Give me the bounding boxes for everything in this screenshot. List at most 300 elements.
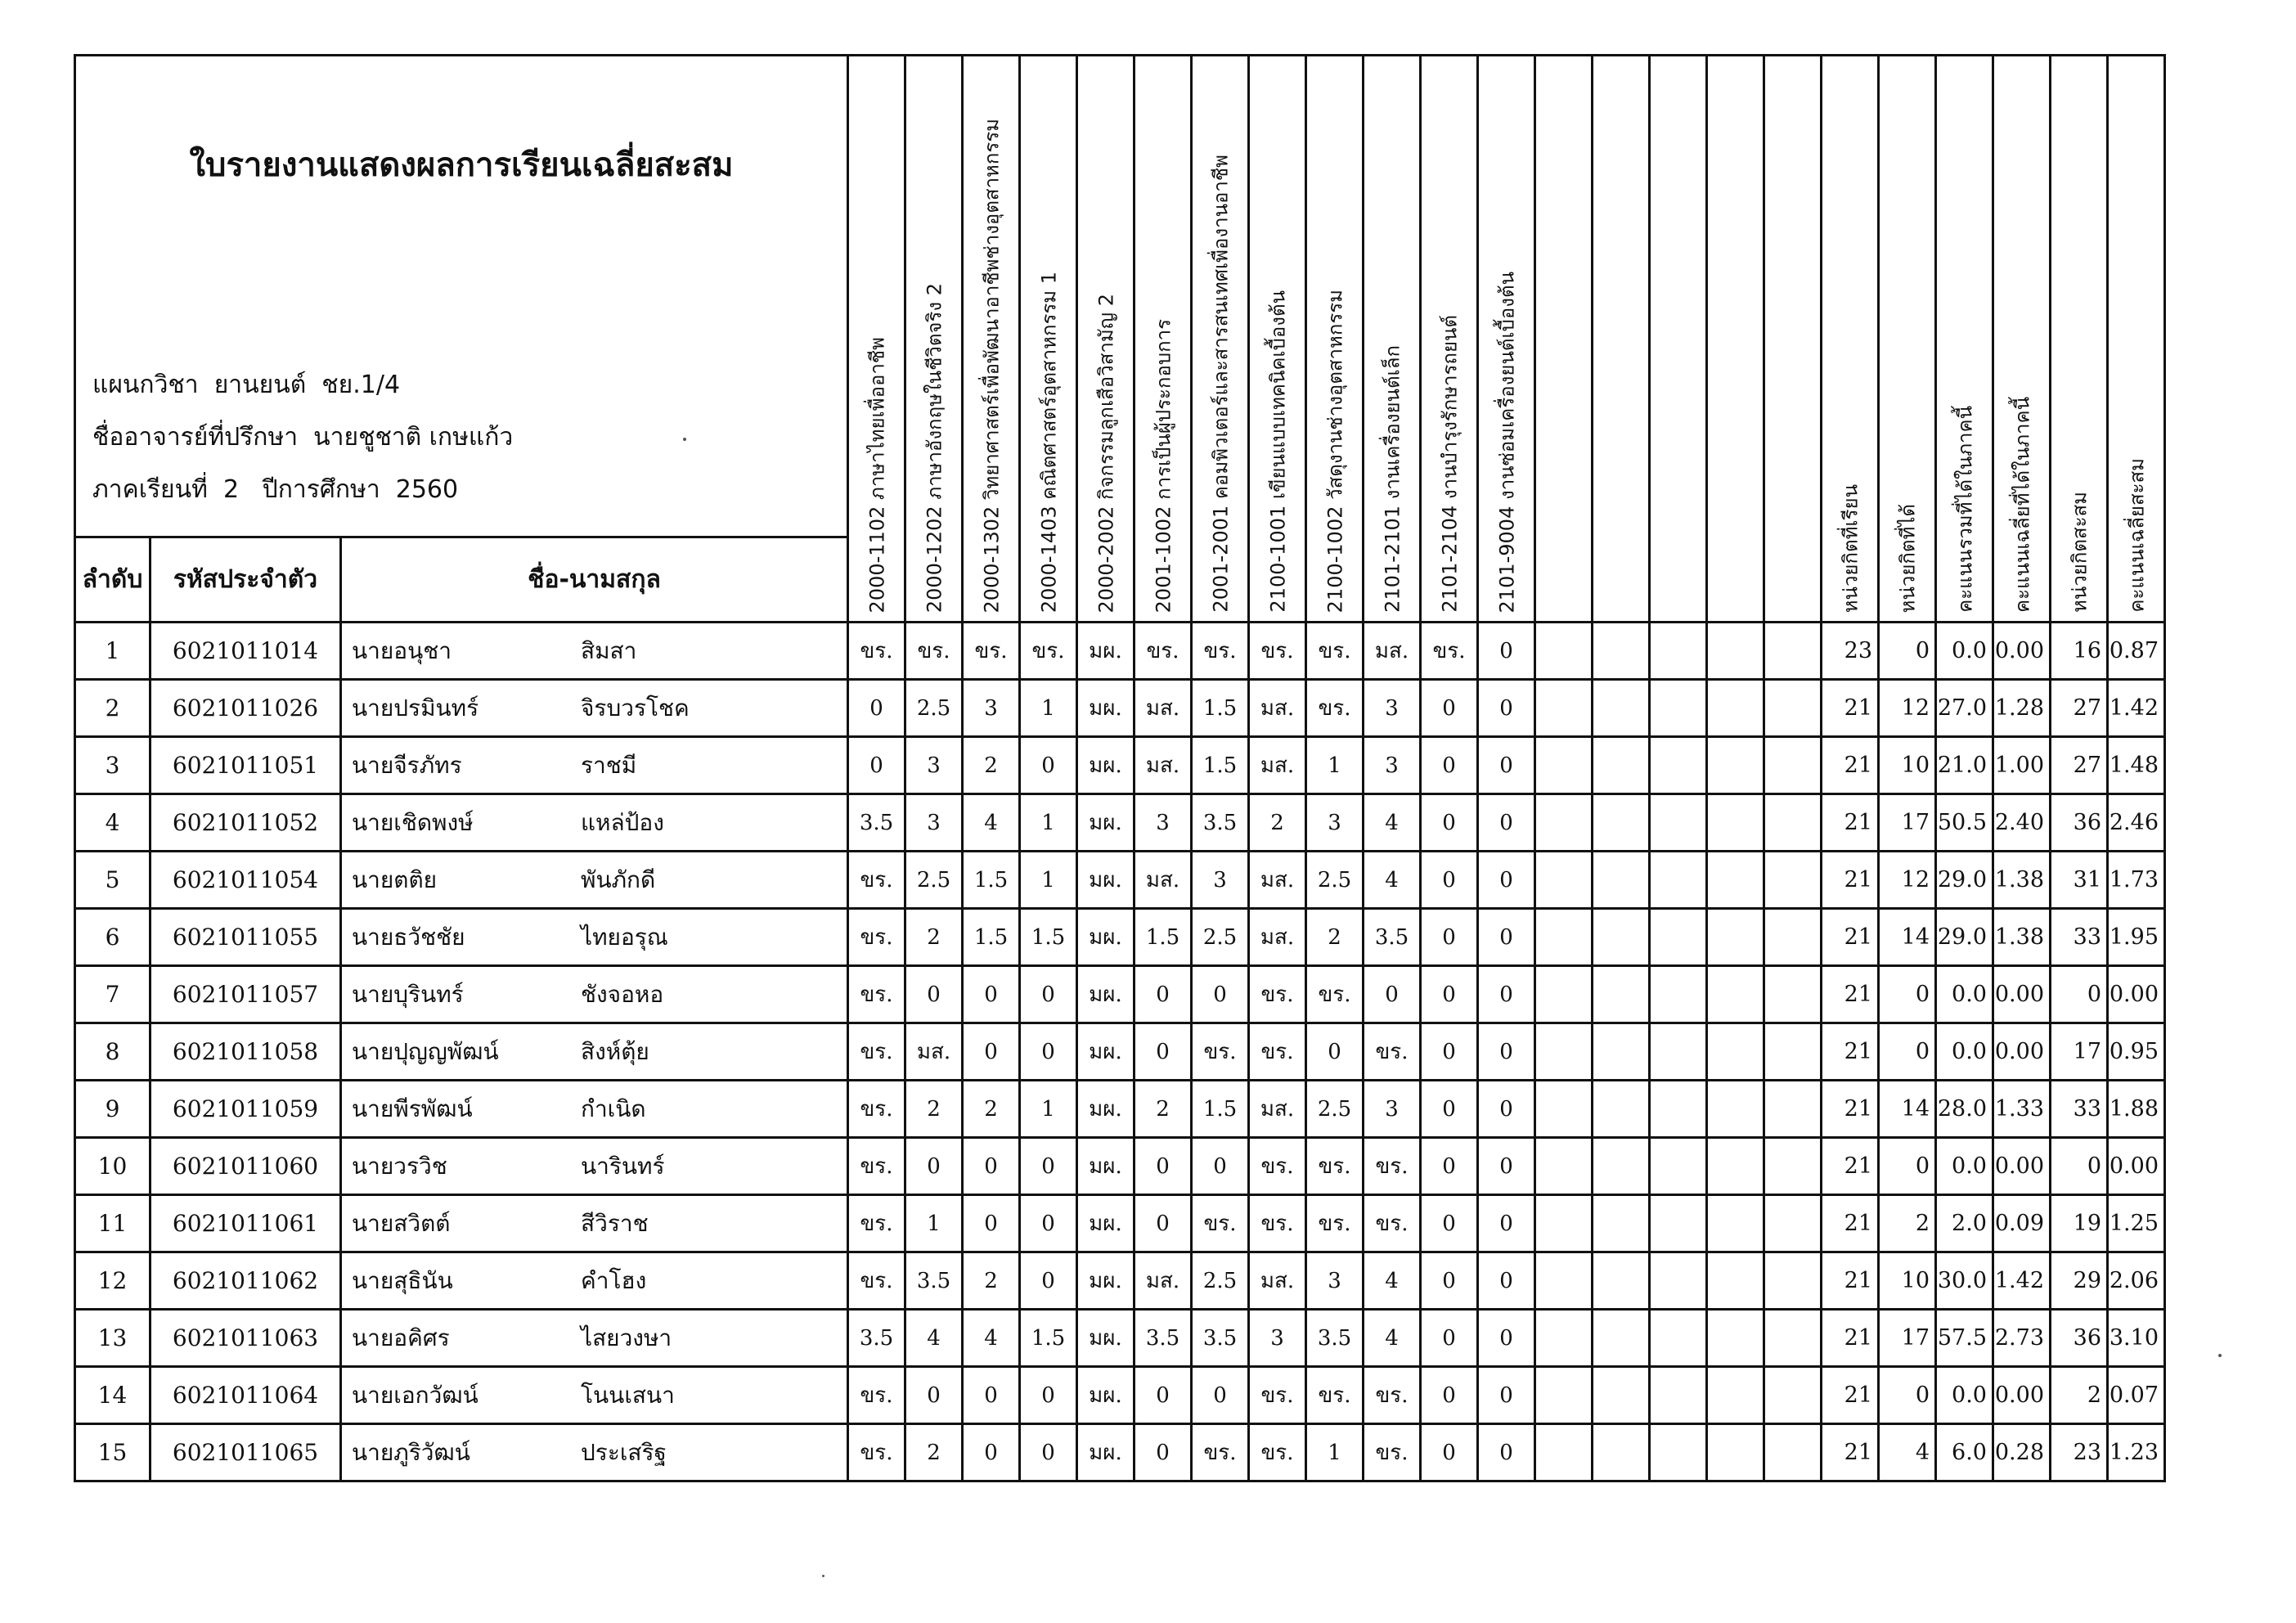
grade-cell: 3.5 bbox=[848, 794, 905, 852]
grade-cell: 0 bbox=[1020, 1252, 1077, 1310]
student-name bbox=[341, 966, 848, 1023]
grade-cell: 1 bbox=[1020, 794, 1077, 852]
summary-cell: 27.0 bbox=[1936, 680, 1993, 737]
grade-cell: 0 bbox=[1421, 680, 1478, 737]
summary-cell: 12 bbox=[1879, 680, 1936, 737]
summary-cell: 0 bbox=[2051, 1138, 2108, 1195]
semester-line: ภาคเรียนที่ 2 ปีการศึกษา 2560 bbox=[92, 475, 459, 504]
grade-cell: 0 bbox=[1306, 1023, 1364, 1081]
grade-cell bbox=[1593, 852, 1650, 909]
student-id: 6021011063 bbox=[151, 1310, 341, 1367]
grade-cell bbox=[1535, 909, 1593, 966]
grade-cell: ขร. bbox=[905, 623, 963, 680]
grade-cell bbox=[1650, 1252, 1707, 1310]
report-info-lines bbox=[92, 359, 513, 516]
grade-cell: 3 bbox=[963, 680, 1020, 737]
grade-cell: 0 bbox=[1135, 1195, 1192, 1252]
grade-cell bbox=[1650, 737, 1707, 794]
grade-cell: มส. bbox=[1135, 1252, 1192, 1310]
grade-cell: 0 bbox=[1478, 1310, 1535, 1367]
grade-cell: มส. bbox=[1135, 852, 1192, 909]
report-info-panel bbox=[75, 56, 848, 537]
grade-cell: ขร. bbox=[848, 1138, 905, 1195]
first-name: นายสวิตต์ bbox=[352, 1209, 451, 1237]
table-row bbox=[75, 1424, 2165, 1481]
row-number: 12 bbox=[75, 1252, 151, 1310]
department-line: แผนกวิชา ยานยนต์ ชย.1/4 bbox=[92, 371, 401, 399]
summary-cell: 1.73 bbox=[2108, 852, 2165, 909]
grade-cell: 0 bbox=[1478, 1195, 1535, 1252]
grade-cell: 0 bbox=[848, 737, 905, 794]
row-number: 4 bbox=[75, 794, 151, 852]
last-name: โนนเสนา bbox=[581, 1381, 675, 1409]
row-number: 11 bbox=[75, 1195, 151, 1252]
grade-cell: มผ. bbox=[1077, 794, 1135, 852]
column-header-subject bbox=[1077, 56, 1135, 623]
column-header-subject bbox=[1478, 56, 1535, 623]
grade-cell bbox=[1535, 1252, 1593, 1310]
last-name: แหล่ป้อง bbox=[581, 808, 664, 836]
summary-cell: 3.10 bbox=[2108, 1310, 2165, 1367]
grade-cell: 0 bbox=[1478, 966, 1535, 1023]
student-name bbox=[341, 1138, 848, 1195]
summary-cell: 30.0 bbox=[1936, 1252, 1993, 1310]
grade-cell: ขร. bbox=[848, 1367, 905, 1424]
grade-cell: 0 bbox=[1020, 1367, 1077, 1424]
grade-cell: 2 bbox=[963, 737, 1020, 794]
grade-cell: 2.5 bbox=[905, 852, 963, 909]
summary-cell: 21 bbox=[1822, 966, 1879, 1023]
report-title: ใบรายงานแสดงผลการเรียนเฉลี่ยสะสม bbox=[189, 146, 734, 184]
summary-cell: 0 bbox=[1879, 966, 1936, 1023]
grade-cell: 3.5 bbox=[848, 1310, 905, 1367]
summary-cell: 0.00 bbox=[1993, 966, 2051, 1023]
grade-cell: 0 bbox=[1421, 1195, 1478, 1252]
column-header-subject bbox=[1192, 56, 1249, 623]
grade-cell: ขร. bbox=[963, 623, 1020, 680]
grade-cell bbox=[1764, 909, 1822, 966]
grade-cell: 3 bbox=[905, 794, 963, 852]
column-header-subject-label: 2000-1102 ภาษาไทยเพื่ออาชีพ bbox=[865, 336, 888, 613]
grade-cell bbox=[1707, 966, 1764, 1023]
grade-cell bbox=[1593, 794, 1650, 852]
grade-cell: 3 bbox=[905, 737, 963, 794]
column-header-subject bbox=[1249, 56, 1306, 623]
grade-cell: ขร. bbox=[1364, 1138, 1421, 1195]
summary-cell: 21 bbox=[1822, 909, 1879, 966]
student-name bbox=[341, 1081, 848, 1138]
table-row bbox=[75, 1023, 2165, 1081]
last-name: นารินทร์ bbox=[581, 1152, 665, 1180]
last-name: คำโฮง bbox=[581, 1266, 647, 1294]
summary-cell: 1.00 bbox=[1993, 737, 2051, 794]
grade-cell: ขร. bbox=[848, 852, 905, 909]
grade-cell bbox=[1535, 1138, 1593, 1195]
grade-cell bbox=[1707, 737, 1764, 794]
grade-cell: มส. bbox=[1249, 852, 1306, 909]
summary-cell: 0.00 bbox=[1993, 1023, 2051, 1081]
grade-cell bbox=[1707, 852, 1764, 909]
table-row bbox=[75, 852, 2165, 909]
column-header-subject-label: 2000-1202 ภาษาอังกฤษในชีวิตจริง 2 bbox=[923, 282, 946, 613]
summary-cell: 27 bbox=[2051, 680, 2108, 737]
column-header-summary-label: หน่วยกิตสะสม bbox=[2068, 492, 2091, 613]
first-name: นายวรวิช bbox=[352, 1152, 447, 1180]
grade-cell: 0 bbox=[963, 1138, 1020, 1195]
summary-cell: 23 bbox=[1822, 623, 1879, 680]
grade-cell bbox=[1707, 1023, 1764, 1081]
summary-cell: 21 bbox=[1822, 1424, 1879, 1481]
column-header-subject bbox=[848, 56, 905, 623]
grade-cell: 0 bbox=[1421, 794, 1478, 852]
grade-cell: 2 bbox=[963, 1081, 1020, 1138]
summary-cell: 0.0 bbox=[1936, 1023, 1993, 1081]
grade-cell bbox=[1707, 1138, 1764, 1195]
grade-cell bbox=[1535, 623, 1593, 680]
first-name: นายเชิดพงษ์ bbox=[352, 808, 474, 836]
summary-cell: 2 bbox=[2051, 1367, 2108, 1424]
summary-cell: 2.46 bbox=[2108, 794, 2165, 852]
summary-cell: 29.0 bbox=[1936, 852, 1993, 909]
row-number: 5 bbox=[75, 852, 151, 909]
grade-cell bbox=[1764, 1252, 1822, 1310]
grade-cell: มผ. bbox=[1077, 1138, 1135, 1195]
summary-cell: 0 bbox=[1879, 1138, 1936, 1195]
row-number: 10 bbox=[75, 1138, 151, 1195]
student-id: 6021011060 bbox=[151, 1138, 341, 1195]
column-header-summary-label: คะแนนเฉลี่ยที่ได้ในภาคนี้ bbox=[2011, 397, 2033, 613]
grade-cell: มส. bbox=[1249, 1252, 1306, 1310]
grade-cell: มผ. bbox=[1077, 1023, 1135, 1081]
summary-cell: 0.00 bbox=[2108, 966, 2165, 1023]
grade-cell bbox=[1764, 1310, 1822, 1367]
first-name: นายปุญญพัฒน์ bbox=[352, 1037, 499, 1065]
grade-cell: มส. bbox=[1135, 737, 1192, 794]
summary-cell: 1.28 bbox=[1993, 680, 2051, 737]
summary-cell: 21 bbox=[1822, 1252, 1879, 1310]
grade-cell: มส. bbox=[1249, 680, 1306, 737]
grade-report-table bbox=[74, 54, 2166, 1482]
table-row bbox=[75, 1252, 2165, 1310]
summary-cell: 2.06 bbox=[2108, 1252, 2165, 1310]
grade-cell: 3 bbox=[1364, 737, 1421, 794]
first-name: นายปรมินทร์ bbox=[352, 694, 479, 722]
grade-cell: 2 bbox=[905, 909, 963, 966]
column-header-summary bbox=[1993, 56, 2051, 623]
table-row bbox=[75, 1081, 2165, 1138]
grade-cell bbox=[1593, 623, 1650, 680]
student-name bbox=[341, 1252, 848, 1310]
grade-cell: 3.5 bbox=[1364, 909, 1421, 966]
grade-cell: มผ. bbox=[1077, 909, 1135, 966]
summary-cell: 21 bbox=[1822, 1081, 1879, 1138]
grade-cell: 0 bbox=[1421, 737, 1478, 794]
grade-cell: ขร. bbox=[1306, 680, 1364, 737]
column-header-subject bbox=[1306, 56, 1364, 623]
summary-cell: 50.5 bbox=[1936, 794, 1993, 852]
grade-cell: 1 bbox=[1306, 737, 1364, 794]
grade-cell: 0 bbox=[963, 1195, 1020, 1252]
grade-cell: 1 bbox=[1306, 1424, 1364, 1481]
grade-cell: ขร. bbox=[1249, 623, 1306, 680]
row-number: 7 bbox=[75, 966, 151, 1023]
grade-cell: ขร. bbox=[1306, 623, 1364, 680]
column-header-summary-label: คะแนนรวมที่ได้ในภาคนี้ bbox=[1953, 406, 1976, 613]
grade-cell: 0 bbox=[1421, 909, 1478, 966]
summary-cell: 21 bbox=[1822, 1195, 1879, 1252]
student-name bbox=[341, 794, 848, 852]
grade-cell: 2 bbox=[905, 1424, 963, 1481]
summary-cell: 12 bbox=[1879, 852, 1936, 909]
first-name: นายตติย bbox=[352, 865, 438, 893]
column-header-summary-label: คะแนนเฉลี่ยสะสม bbox=[2125, 458, 2148, 613]
advisor-line: ชื่ออาจารย์ที่ปรึกษา นายชูชาติ เกษแก้ว bbox=[92, 423, 514, 452]
grade-cell: ขร. bbox=[1135, 623, 1192, 680]
summary-cell: 33 bbox=[2051, 909, 2108, 966]
grade-cell: มส. bbox=[1249, 737, 1306, 794]
summary-cell: 0.0 bbox=[1936, 623, 1993, 680]
grade-cell bbox=[1764, 1424, 1822, 1481]
column-header-subject bbox=[1135, 56, 1192, 623]
grade-cell: ขร. bbox=[848, 966, 905, 1023]
grade-cell bbox=[1650, 852, 1707, 909]
student-name bbox=[341, 737, 848, 794]
grade-cell: 0 bbox=[1478, 623, 1535, 680]
student-id: 6021011058 bbox=[151, 1023, 341, 1081]
grade-cell: 0 bbox=[905, 1138, 963, 1195]
grade-cell: 0 bbox=[1020, 737, 1077, 794]
column-header-summary-label: หน่วยกิตที่ได้ bbox=[1896, 503, 1919, 613]
grade-cell bbox=[1535, 1195, 1593, 1252]
grade-cell: 3.5 bbox=[905, 1252, 963, 1310]
grade-cell: ขร. bbox=[848, 1023, 905, 1081]
grade-cell: 0 bbox=[1421, 1138, 1478, 1195]
student-id: 6021011054 bbox=[151, 852, 341, 909]
grade-cell: 0 bbox=[1478, 1252, 1535, 1310]
first-name: นายอคิศร bbox=[352, 1324, 450, 1351]
grade-cell: 0 bbox=[1478, 737, 1535, 794]
summary-cell: 1.33 bbox=[1993, 1081, 2051, 1138]
grade-cell: ขร. bbox=[1249, 1138, 1306, 1195]
column-header-summary bbox=[2108, 56, 2165, 623]
grade-cell: 0 bbox=[1135, 1138, 1192, 1195]
last-name: จิรบวรโชค bbox=[581, 694, 690, 722]
grade-cell: 1.5 bbox=[963, 909, 1020, 966]
student-name bbox=[341, 1424, 848, 1481]
grade-cell: 0 bbox=[1421, 966, 1478, 1023]
grade-cell: 1 bbox=[1020, 680, 1077, 737]
summary-cell: 1.38 bbox=[1993, 909, 2051, 966]
grade-cell: 3 bbox=[1364, 1081, 1421, 1138]
grade-cell: มผ. bbox=[1077, 852, 1135, 909]
grade-cell: 0 bbox=[1020, 1023, 1077, 1081]
summary-cell: 10 bbox=[1879, 737, 1936, 794]
summary-cell: 33 bbox=[2051, 1081, 2108, 1138]
column-header-subject-label: 2001-2001 คอมพิวเตอร์และสารสนเทศเพื่องานอาชีพ bbox=[1209, 155, 1232, 613]
column-header-subject bbox=[905, 56, 963, 623]
summary-cell: 1.48 bbox=[2108, 737, 2165, 794]
grade-cell: 0 bbox=[1421, 852, 1478, 909]
grade-cell bbox=[1650, 623, 1707, 680]
grade-cell bbox=[1535, 1023, 1593, 1081]
table-row bbox=[75, 623, 2165, 680]
grade-cell: 0 bbox=[848, 680, 905, 737]
column-header-subject-label: 2101-9004 งานซ่อมเครื่องยนต์เบื้องต้น bbox=[1495, 271, 1518, 613]
grade-cell: 0 bbox=[1421, 1081, 1478, 1138]
grade-cell: ขร. bbox=[1364, 1367, 1421, 1424]
row-number: 9 bbox=[75, 1081, 151, 1138]
student-id: 6021011051 bbox=[151, 737, 341, 794]
summary-cell: 21.0 bbox=[1936, 737, 1993, 794]
grade-cell: 2 bbox=[1306, 909, 1364, 966]
grade-cell bbox=[1764, 680, 1822, 737]
table-row bbox=[75, 1195, 2165, 1252]
last-name: ไสยวงษา bbox=[581, 1324, 672, 1351]
last-name: ราชมี bbox=[581, 751, 637, 779]
column-header-subject bbox=[963, 56, 1020, 623]
grade-cell: 0 bbox=[1421, 1023, 1478, 1081]
grade-cell: มส. bbox=[905, 1023, 963, 1081]
grade-cell: มส. bbox=[1135, 680, 1192, 737]
grade-cell: 1.5 bbox=[1135, 909, 1192, 966]
grade-cell: มผ. bbox=[1077, 1310, 1135, 1367]
grade-cell: 0 bbox=[1478, 1424, 1535, 1481]
grade-cell: ขร. bbox=[1364, 1023, 1421, 1081]
grade-cell: ขร. bbox=[1306, 1195, 1364, 1252]
grade-cell: 0 bbox=[1135, 1424, 1192, 1481]
summary-cell: 17 bbox=[1879, 794, 1936, 852]
summary-cell: 1.95 bbox=[2108, 909, 2165, 966]
grade-cell: ขร. bbox=[1306, 966, 1364, 1023]
last-name: ไทยอรุณ bbox=[581, 923, 668, 951]
grade-cell: 2.5 bbox=[1306, 852, 1364, 909]
grade-cell: มผ. bbox=[1077, 623, 1135, 680]
column-header-subject-label: 2000-1403 คณิตศาสตร์อุตสาหกรรม 1 bbox=[1037, 271, 1060, 613]
summary-cell: 0.00 bbox=[1993, 623, 2051, 680]
grade-cell bbox=[1650, 909, 1707, 966]
grade-cell: 1.5 bbox=[1192, 680, 1249, 737]
grade-cell: ขร. bbox=[1192, 1195, 1249, 1252]
grade-cell: ขร. bbox=[1306, 1367, 1364, 1424]
grade-cell: 3.5 bbox=[1192, 1310, 1249, 1367]
grade-cell: ขร. bbox=[1249, 1023, 1306, 1081]
student-name bbox=[341, 1367, 848, 1424]
grade-cell bbox=[1707, 1081, 1764, 1138]
grade-cell bbox=[1593, 1195, 1650, 1252]
grade-cell: 1 bbox=[1020, 852, 1077, 909]
grade-cell: 0 bbox=[1135, 966, 1192, 1023]
summary-cell: 2.0 bbox=[1936, 1195, 1993, 1252]
grade-cell: ขร. bbox=[1192, 623, 1249, 680]
column-header-subject-label: 2000-1302 วิทยาศาสตร์เพื่อพัฒนาอาชีพช่างอุตสาหกรรม bbox=[980, 118, 1003, 613]
grade-cell: 4 bbox=[1364, 1252, 1421, 1310]
table-row bbox=[75, 909, 2165, 966]
grade-cell: 0 bbox=[1364, 966, 1421, 1023]
grade-cell bbox=[1593, 1138, 1650, 1195]
summary-cell: 21 bbox=[1822, 1367, 1879, 1424]
grade-cell bbox=[1764, 737, 1822, 794]
last-name: ชังจอหอ bbox=[581, 980, 664, 1008]
last-name: กำเนิด bbox=[581, 1095, 646, 1122]
grade-cell: ขร. bbox=[1421, 623, 1478, 680]
row-number: 2 bbox=[75, 680, 151, 737]
column-header-summary bbox=[2051, 56, 2108, 623]
column-header-subject bbox=[1650, 56, 1707, 623]
grade-cell bbox=[1535, 737, 1593, 794]
row-number: 8 bbox=[75, 1023, 151, 1081]
grade-cell: 3 bbox=[1306, 1252, 1364, 1310]
grade-cell: ขร. bbox=[1249, 1424, 1306, 1481]
grade-cell: ขร. bbox=[1192, 1424, 1249, 1481]
grade-cell bbox=[1764, 623, 1822, 680]
summary-cell: 2.73 bbox=[1993, 1310, 2051, 1367]
grade-cell: 4 bbox=[1364, 794, 1421, 852]
summary-cell: 17 bbox=[2051, 1023, 2108, 1081]
grade-cell: 0 bbox=[1020, 966, 1077, 1023]
first-name: นายสุธินัน bbox=[352, 1266, 453, 1294]
grade-cell: 3.5 bbox=[1192, 794, 1249, 852]
column-header-summary-label: หน่วยกิตที่เรียน bbox=[1839, 483, 1862, 613]
column-header-summary bbox=[1936, 56, 1993, 623]
row-number: 1 bbox=[75, 623, 151, 680]
grade-cell: 1.5 bbox=[963, 852, 1020, 909]
grade-cell: ขร. bbox=[848, 909, 905, 966]
student-name bbox=[341, 909, 848, 966]
grade-cell: 2.5 bbox=[1192, 909, 1249, 966]
grade-cell bbox=[1764, 852, 1822, 909]
summary-cell: 4 bbox=[1879, 1424, 1936, 1481]
grade-cell bbox=[1535, 1367, 1593, 1424]
column-header-subject bbox=[1535, 56, 1593, 623]
first-name: นายพีรพัฒน์ bbox=[352, 1095, 473, 1122]
last-name: สิงห์ตุ้ย bbox=[581, 1037, 649, 1065]
grade-cell: มผ. bbox=[1077, 966, 1135, 1023]
grade-cell bbox=[1650, 1138, 1707, 1195]
row-number: 6 bbox=[75, 909, 151, 966]
summary-cell: 14 bbox=[1879, 1081, 1936, 1138]
summary-cell: 1.23 bbox=[2108, 1424, 2165, 1481]
student-name bbox=[341, 852, 848, 909]
grade-cell: ขร. bbox=[848, 1424, 905, 1481]
grade-cell: มส. bbox=[1364, 623, 1421, 680]
grade-cell: 3 bbox=[1306, 794, 1364, 852]
student-name bbox=[341, 1310, 848, 1367]
grade-cell: 0 bbox=[1135, 1023, 1192, 1081]
grade-cell: 0 bbox=[1020, 1138, 1077, 1195]
grade-cell: 0 bbox=[1192, 966, 1249, 1023]
summary-cell: 0.28 bbox=[1993, 1424, 2051, 1481]
grade-cell: มส. bbox=[1249, 909, 1306, 966]
summary-cell: 0.0 bbox=[1936, 1367, 1993, 1424]
table-row bbox=[75, 680, 2165, 737]
table-row bbox=[75, 1310, 2165, 1367]
grade-cell bbox=[1650, 794, 1707, 852]
grade-cell: ขร. bbox=[1192, 1023, 1249, 1081]
grade-cell: 0 bbox=[1478, 1138, 1535, 1195]
summary-cell: 10 bbox=[1879, 1252, 1936, 1310]
grade-cell: 1.5 bbox=[1192, 737, 1249, 794]
grade-cell: มผ. bbox=[1077, 737, 1135, 794]
summary-cell: 0.09 bbox=[1993, 1195, 2051, 1252]
summary-cell: 0.87 bbox=[2108, 623, 2165, 680]
student-id: 6021011065 bbox=[151, 1424, 341, 1481]
summary-cell: 23 bbox=[2051, 1424, 2108, 1481]
summary-cell: 57.5 bbox=[1936, 1310, 1993, 1367]
grade-cell bbox=[1650, 1424, 1707, 1481]
grade-cell: 0 bbox=[963, 1367, 1020, 1424]
summary-cell: 27 bbox=[2051, 737, 2108, 794]
scan-speck bbox=[822, 1575, 824, 1577]
